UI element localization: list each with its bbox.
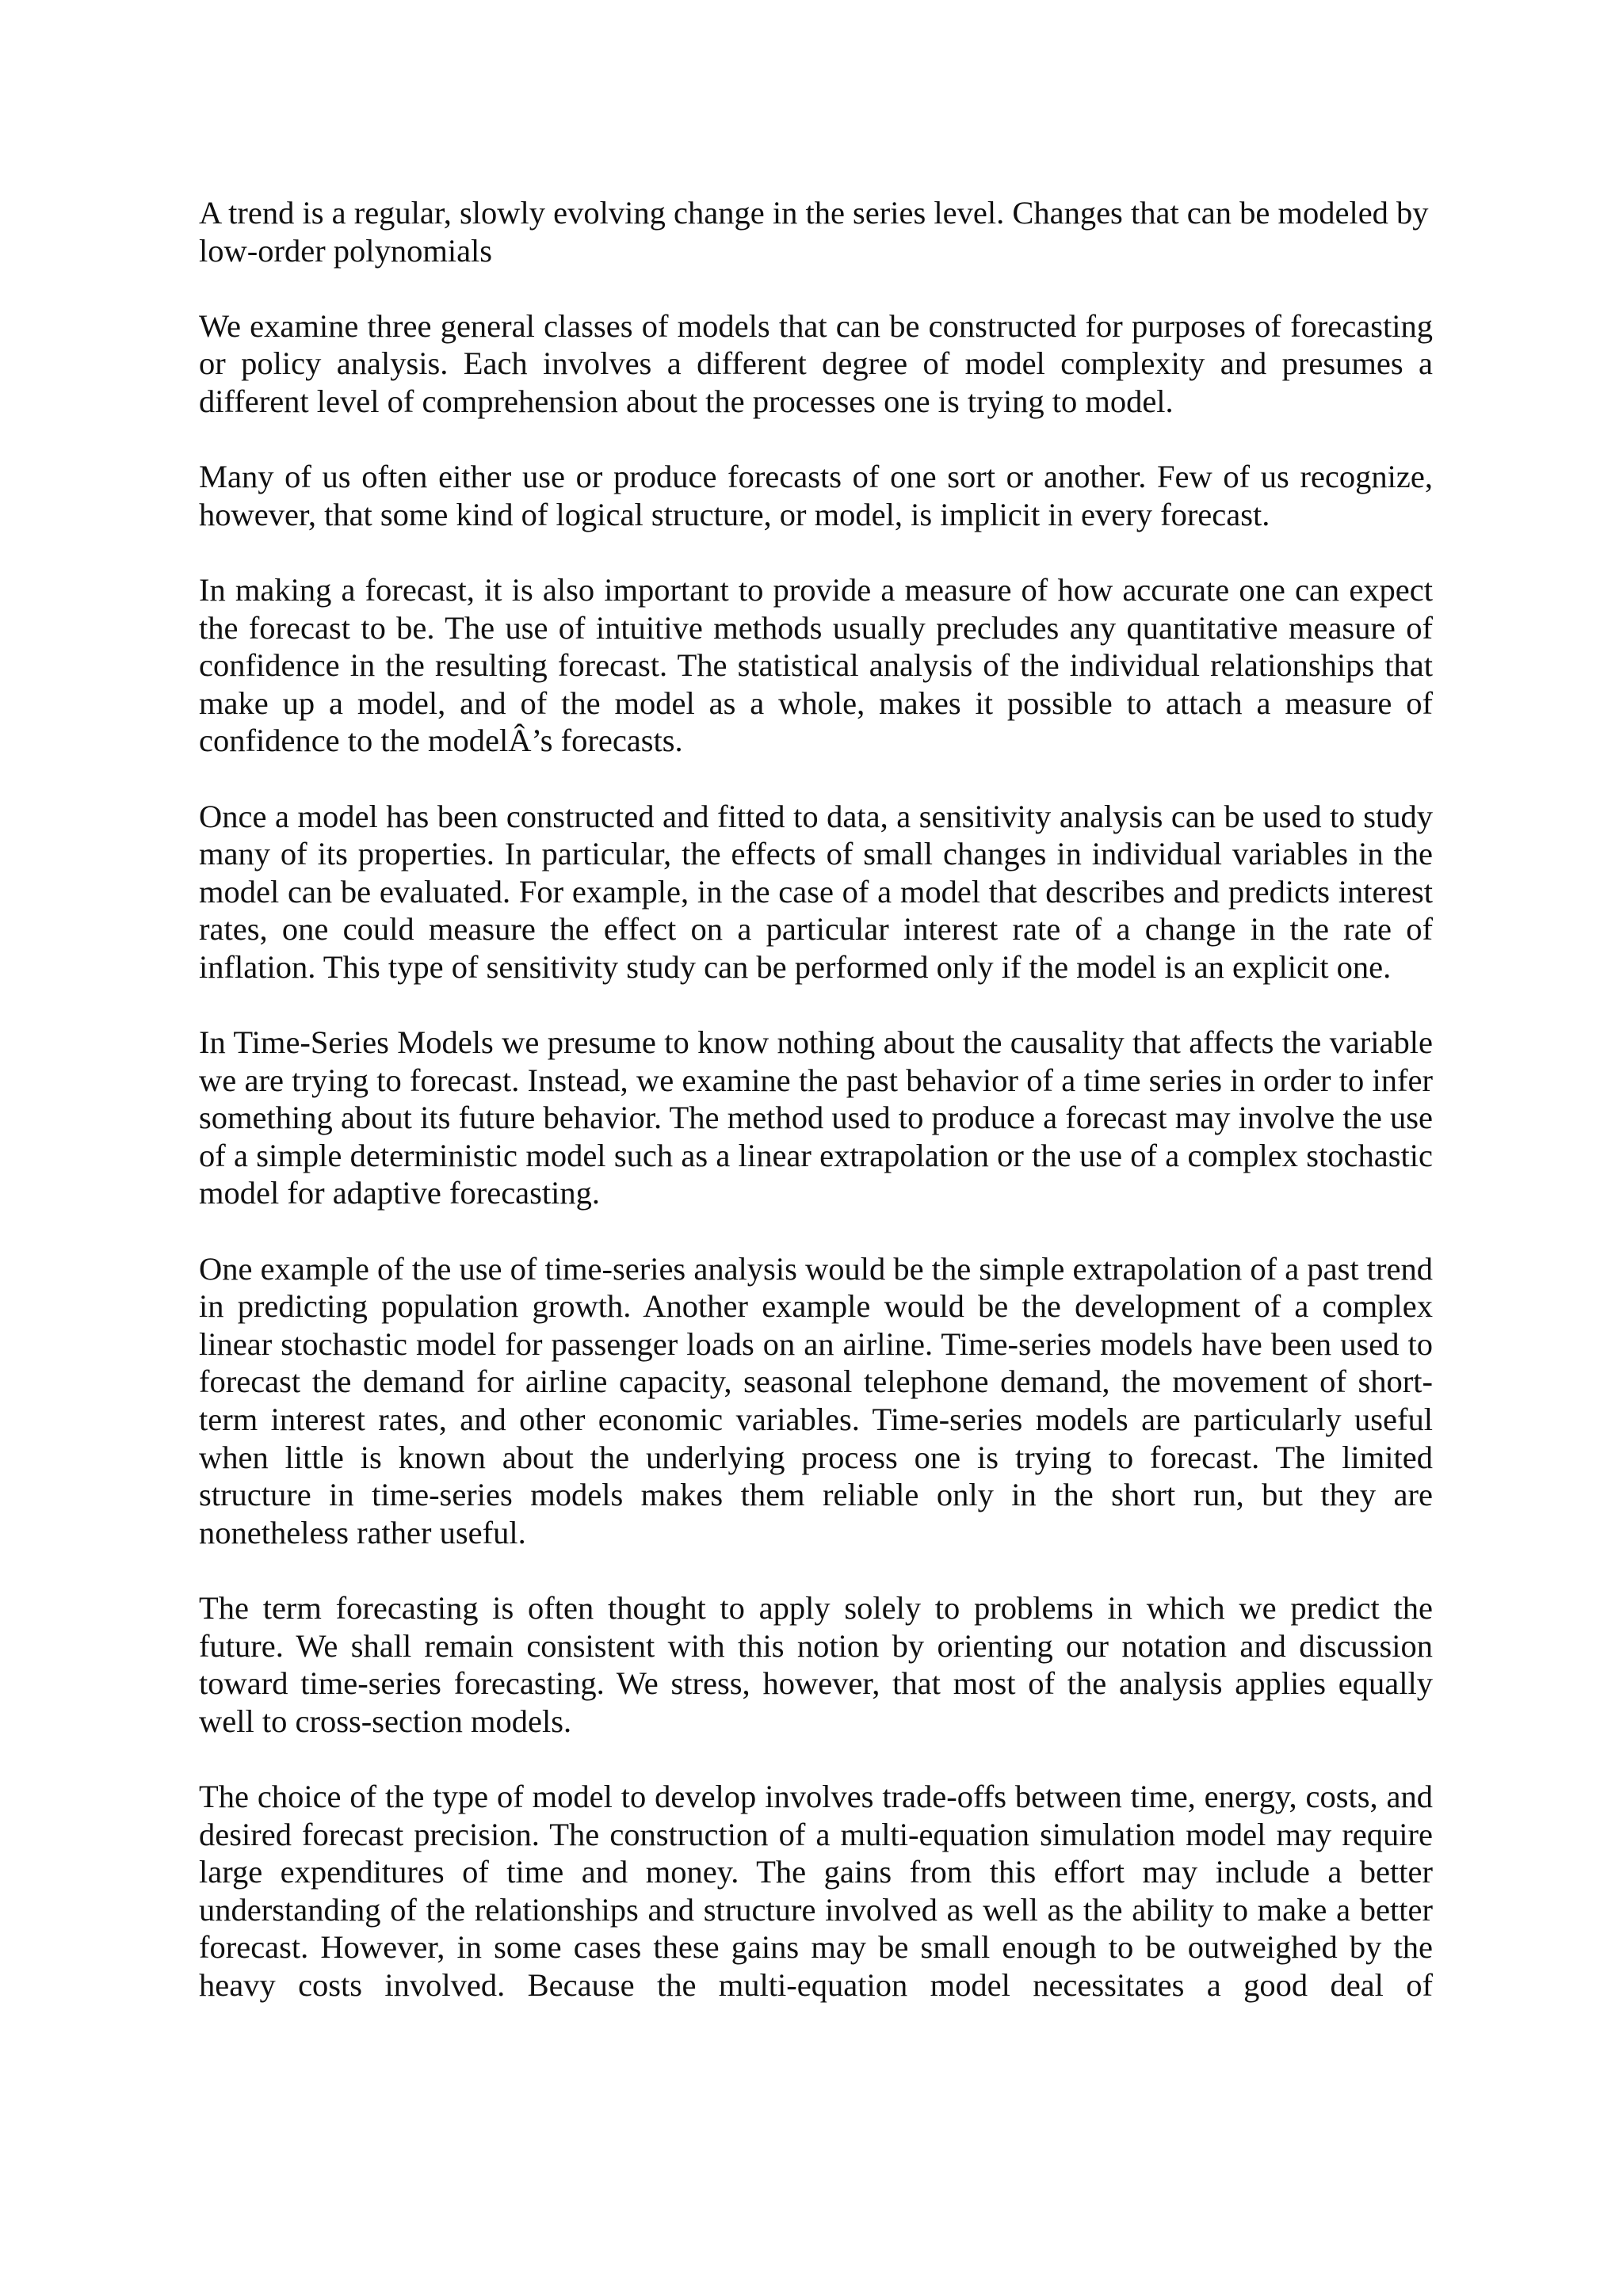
paragraph-model-choice: The choice of the type of model to develop involves trade-offs between time, energy, costs, and desired forecast precision. The construction of a multi-equation simulation model may require large expenditures of time and money. The gains from this effort may include a better understanding of the relationships and structure involved as well as the ability to make a better forecast. However, in some cases these gains may be small enough to be outweighed by the heavy costs involved. Because the multi-equation model necessitates a good deal of	[199, 1778, 1433, 2003]
paragraph-forecast-usage: Many of us often either use or produce forecasts of one sort or another. Few of us recognize, however, that some kind of logical structure, or model, is implicit in every forecast.	[199, 459, 1433, 532]
paragraph-time-series-examples: One example of the use of time-series analysis would be the simple extrapolation of a past trend in predicting population growth. Another example would be the development of a complex linear stochastic model for passenger loads on an airline. Time-series models have been used to forecast the demand for airline capacity, seasonal telephone demand, the movement of short-term interest rates, and other economic variables. Time-series models are particularly useful when little is known about the underlying process one is trying to forecast. The limited structure in time-series models makes them reliable only in the short run, but they are nonetheless rather useful.	[199, 1250, 1433, 1550]
paragraph-forecasting-term: The term forecasting is often thought to apply solely to problems in which we predict the future. We shall remain consistent with this notion by orienting our notation and discussion toward time-series forecasting. We stress, however, that most of the analysis applies equally well to cross-section models.	[199, 1589, 1433, 1739]
paragraph-forecast-accuracy: In making a forecast, it is also important to provide a measure of how accurate one can expect the forecast to be. The use of intuitive methods usually precludes any quantitative measure of confidence in the resulting forecast. The statistical analysis of the individual relationships that make up a model, and of the model as a whole, makes it possible to attach a measure of confidence to the modelÂ’s forecasts.	[199, 571, 1433, 759]
paragraph-model-classes: We examine three general classes of models that can be constructed for purposes of forecasting or policy analysis. Each involves a different degree of model complexity and presumes a different level of comprehension about the processes one is trying to model.	[199, 307, 1433, 419]
paragraph-time-series-models: In Time-Series Models we presume to know nothing about the causality that affects the variable we are trying to forecast. Instead, we examine the past behavior of a time series in order to infer something about its future behavior. The method used to produce a forecast may involve the use of a simple deterministic model such as a linear extrapolation or the use of a complex stochastic model for adaptive forecasting.	[199, 1024, 1433, 1211]
paragraph-trend-definition: A trend is a regular, slowly evolving change in the series level. Changes that can be modeled by low-order polynomials	[199, 195, 1429, 269]
document-body	[199, 194, 1433, 2004]
paragraph-sensitivity-analysis: Once a model has been constructed and fitted to data, a sensitivity analysis can be used to study many of its properties. In particular, the effects of small changes in individual variables in the model can be evaluated. For example, in the case of a model that describes and predicts interest rates, one could measure the effect on a particular interest rate of a change in the rate of inflation. This type of sensitivity study can be performed only if the model is an explicit one.	[199, 798, 1433, 985]
